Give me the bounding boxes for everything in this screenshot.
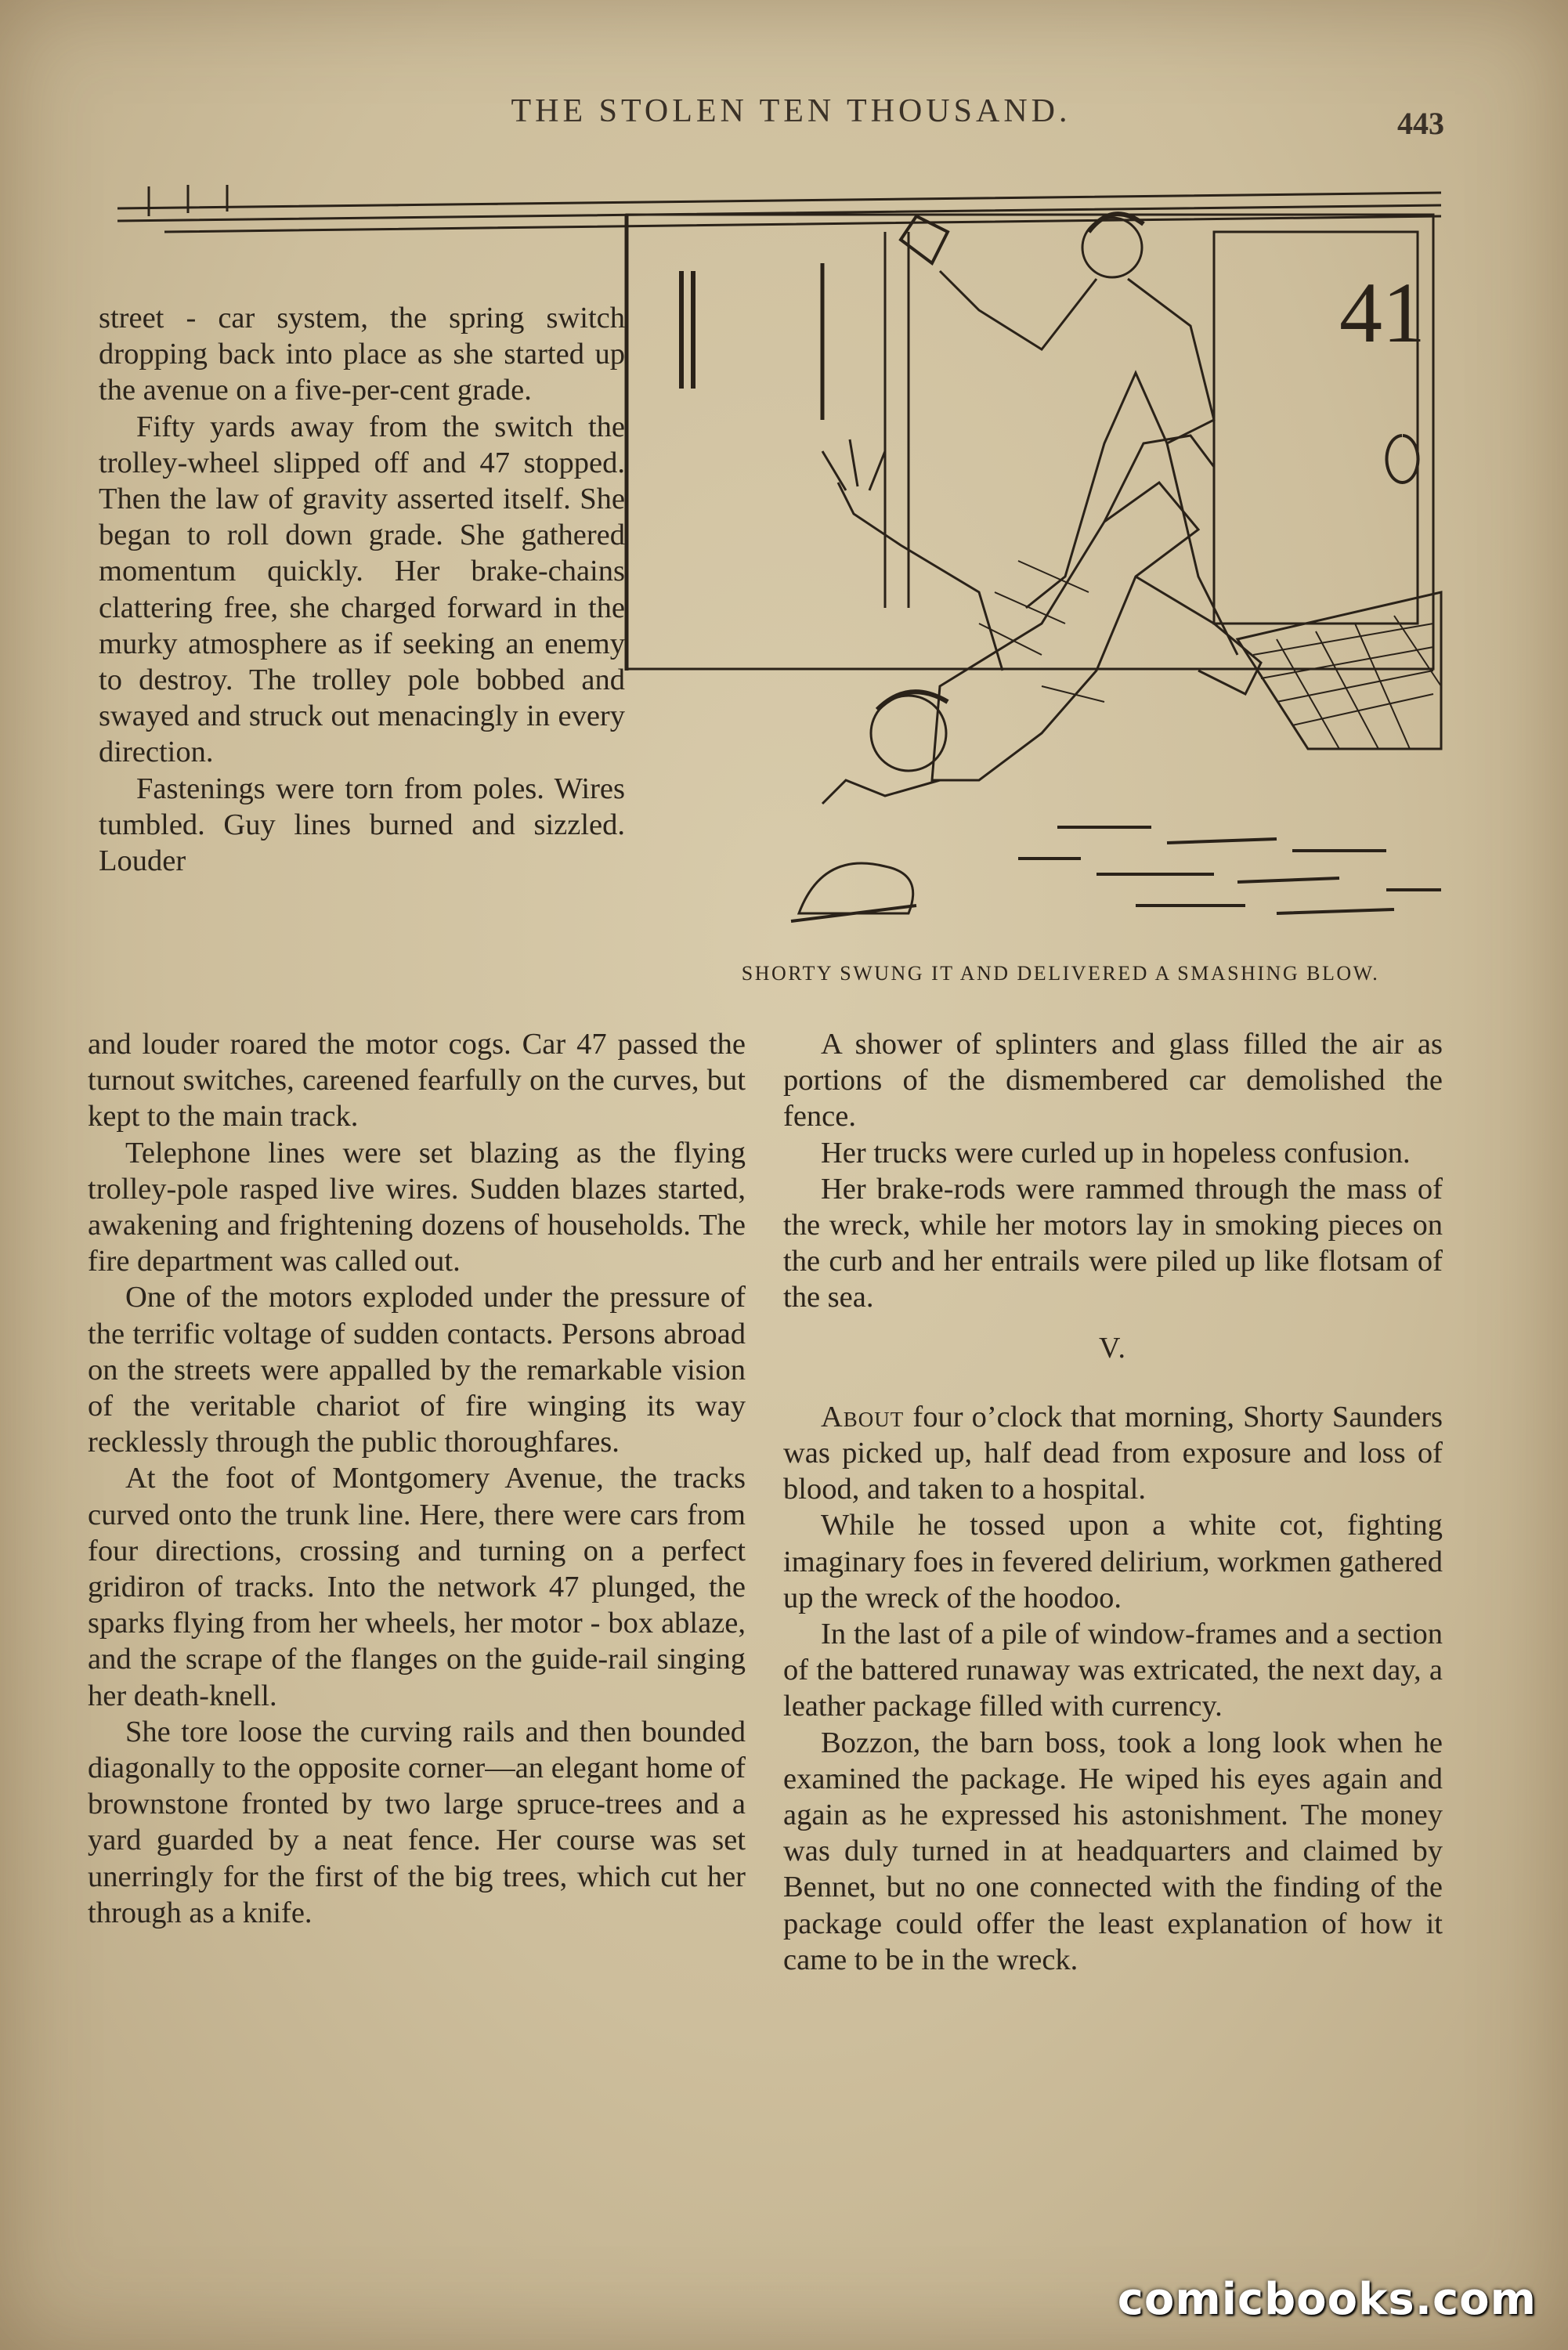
- illustration-caption: SHORTY SWUNG IT AND DELIVERED A SMASHING BLOW.: [741, 962, 1380, 985]
- paragraph: A shower of splinters and glass filled the air as portions of the dismembered car demolished the fence.: [783, 1028, 1443, 1133]
- paragraph: Telephone lines were set blazing as the flying trolley-pole rasped live wires. Sudden blazes started, awakening and frightening dozens of households. The fire department was called out.: [88, 1136, 746, 1278]
- section-heading: V.: [1098, 1331, 1128, 1365]
- left-column-top: [99, 300, 625, 879]
- paragraph: Her brake-rods were rammed through the mass of the wreck, while her motors lay in smoking pieces on the curb and her entrails were piled up like flotsam of the sea.: [783, 1172, 1443, 1314]
- paragraph: She tore loose the curving rails and then bounded diagonally to the opposite corner—an elegant home of brownstone fronted by two large spruce-trees and a yard guarded by a neat fence. Her course was set unerringly for the first of the big trees, which cut her through as a knife.: [88, 1715, 746, 1929]
- paragraph: Fifty yards away from the switch the trolley-wheel slipped off and 47 stopped. Then the law of gravity asserted itself. She began to roll down grade. She gathered momentum quickly. Her brake-chains clattering free, she charged forward in the murky atmosphere as if seeking an enemy to destroy. The trolley pole bobbed and swayed and struck out menacingly in every direction.: [99, 410, 625, 769]
- paragraph-text: four o’clock that morning, Shorty Saunders was picked up, half dead from exposure and loss of blood, and taken to a hospital.: [783, 1400, 1443, 1506]
- paragraph: Bozzon, the barn boss, took a long look when he examined the package. He wiped his eyes again and again as he expressed his astonishment. The money was duly turned in at headquarters and claimed by Bennet, but no one connected with the finding of the package could offer the least explanation of how it came to be in the wreck.: [783, 1726, 1443, 1976]
- paragraph: street - car system, the spring switch dropping back into place as she started up the avenue on a five-per-cent grade.: [99, 302, 625, 407]
- paragraph: One of the motors exploded under the pressure of the terrific voltage of sudden contacts. Persons abroad on the streets were appalled by the remarkable vision of the veritable chariot of fire winging its way recklessly through the public thoroughfares.: [88, 1281, 746, 1459]
- car-number: 41: [1339, 265, 1425, 360]
- running-title: THE STOLEN TEN THOUSAND.: [511, 93, 1071, 129]
- right-column: [783, 1026, 1443, 1978]
- watermark: comicbooks.com: [1117, 2274, 1537, 2325]
- paragraph: In the last of a pile of window-frames and a section of the battered runaway was extricated, the next day, a leather package filled with currency.: [783, 1618, 1443, 1723]
- left-column-bottom: [88, 1026, 746, 1931]
- paragraph: Fastenings were torn from poles. Wires tumbled. Guy lines burned and sizzled. Louder: [99, 772, 625, 878]
- page-number: 443: [1397, 106, 1444, 141]
- paragraph: At the foot of Montgomery Avenue, the tracks curved onto the trunk line. Here, there were cars from four directions, crossing and turning on a perfect gridiron of tracks. Into the network 47 plunged, the sparks flying from her wheels, her motor - box ablaze, and the scrape of the flanges on the guide-rail singing her death-knell.: [88, 1462, 746, 1712]
- paragraph: and louder roared the motor cogs. Car 47 passed the turnout switches, careened fearfully on the curves, but kept to the main track.: [88, 1028, 746, 1133]
- drop-word: About: [821, 1400, 905, 1434]
- paragraph: [783, 1399, 1443, 1508]
- paragraph: Her trucks were curled up in hopeless confusion.: [821, 1136, 1411, 1170]
- paragraph: While he tossed upon a white cot, fighting imaginary foes in fevered delirium, workmen gathered up the wreck of the hoodoo.: [783, 1509, 1443, 1614]
